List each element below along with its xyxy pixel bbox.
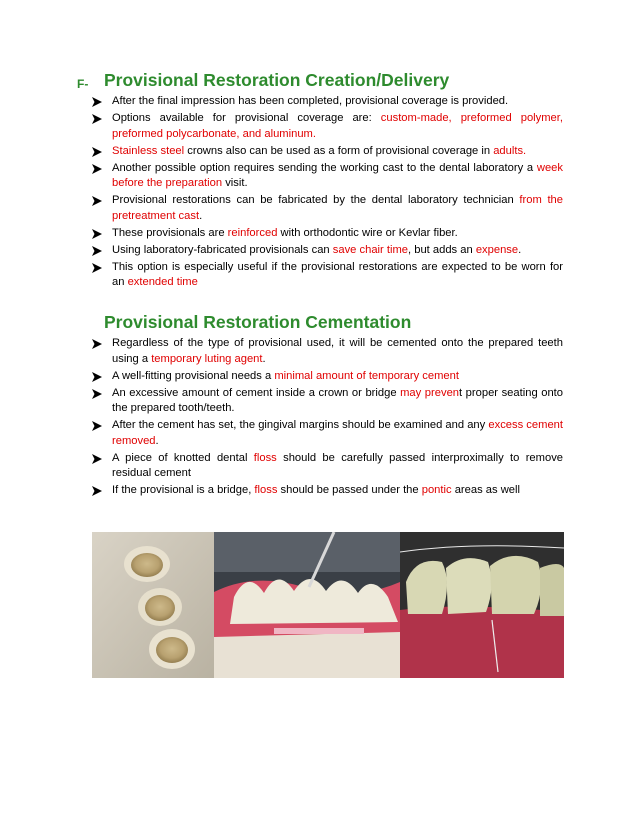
- body-text: visit.: [222, 177, 248, 190]
- arrow-bullet-icon: [92, 486, 102, 496]
- body-text: .: [518, 243, 522, 256]
- bullet-item: [92, 193, 563, 224]
- body-text: An excessive amount of cement inside a crown or bridge: [112, 386, 401, 399]
- bullet-item: [92, 483, 563, 499]
- highlight-text: save chair time: [332, 243, 408, 256]
- body-text: This option is especially useful if the provisional restorations are expected to be worn for an: [112, 260, 563, 289]
- body-text: .: [262, 352, 266, 365]
- heading-creation-delivery: Provisional Restoration Creation/Delivery: [104, 70, 450, 90]
- highlight-text: extended time: [127, 276, 198, 289]
- highlight-text: custom-made, preformed polymer, preformed polycarbonate, and aluminum.: [112, 111, 563, 140]
- bullet-item: [92, 369, 563, 385]
- bullet-item: [92, 226, 563, 242]
- body-text: Using laboratory-fabricated provisionals can: [112, 243, 333, 256]
- arrow-bullet-icon: [92, 164, 102, 174]
- body-text: If the provisional is a bridge,: [112, 484, 255, 497]
- highlight-text: pontic: [421, 484, 452, 497]
- bullet-list-cementation: [92, 336, 563, 500]
- bullet-item: [92, 144, 563, 160]
- body-text: Options available for provisional coverage are:: [112, 111, 381, 124]
- arrow-bullet-icon: [92, 147, 102, 157]
- highlight-text: may preven: [400, 386, 460, 399]
- arrow-bullet-icon: [92, 246, 102, 256]
- highlight-text: Stainless steel: [112, 144, 185, 157]
- bullet-item: [92, 161, 563, 192]
- arrow-bullet-icon: [92, 114, 102, 124]
- body-text: After the cement has set, the gingival margins should be examined and any: [112, 419, 489, 432]
- arrow-bullet-icon: [92, 229, 102, 239]
- body-text: should be carefully passed interproximally to remove residual cement: [112, 451, 564, 480]
- body-text: .: [155, 434, 159, 447]
- highlight-text: reinforced: [227, 226, 278, 239]
- section-label: F-: [77, 77, 89, 91]
- body-text: crowns also can be used as a form of provisional coverage in: [184, 144, 494, 157]
- arrow-bullet-icon: [92, 97, 102, 107]
- highlight-text: adults.: [493, 144, 527, 157]
- bullet-item: [92, 94, 563, 110]
- body-text: A well-fitting provisional needs a: [112, 369, 275, 382]
- bullet-item: [92, 336, 563, 367]
- body-text: .: [199, 209, 203, 222]
- arrow-bullet-icon: [92, 454, 102, 464]
- arrow-bullet-icon: [92, 372, 102, 382]
- highlight-text: from the pretreatment cast: [112, 194, 563, 222]
- bullet-item: [92, 451, 563, 482]
- body-text: should be passed under the: [277, 484, 422, 497]
- body-text: Regardless of the type of provisional used, it will be cemented onto the prepared teeth using a: [112, 337, 563, 365]
- body-text: After the final impression has been completed, provisional coverage is provided.: [112, 95, 509, 107]
- highlight-text: floss: [254, 484, 278, 497]
- bullet-item: [92, 418, 563, 449]
- arrow-bullet-icon: [92, 421, 102, 431]
- photo-floss-under-pontic: [400, 532, 564, 678]
- body-text: t proper seating onto the prepared tooth/teeth.: [112, 386, 563, 415]
- photo-provisional-crowns: [92, 532, 214, 678]
- bullet-item: [92, 243, 563, 259]
- highlight-text: excess cement removed: [112, 419, 563, 447]
- body-text: with orthodontic wire or Kevlar fiber.: [277, 226, 458, 239]
- body-text: These provisionals are: [112, 226, 228, 239]
- highlight-text: week before the preparation: [112, 161, 563, 190]
- highlight-text: minimal amount of temporary cement: [274, 369, 459, 382]
- bullet-item: [92, 386, 563, 417]
- photo-cement-removal: [214, 532, 400, 678]
- body-text: Another possible option requires sending the working cast to the dental laboratory a: [112, 161, 537, 174]
- bullet-item: [92, 111, 563, 142]
- body-text: A piece of knotted dental: [112, 451, 254, 464]
- highlight-text: temporary luting agent: [151, 352, 263, 365]
- bullet-list-creation: [92, 94, 563, 292]
- heading-cementation: Provisional Restoration Cementation: [104, 312, 412, 332]
- arrow-bullet-icon: [92, 339, 102, 349]
- arrow-bullet-icon: [92, 389, 102, 399]
- highlight-text: expense: [475, 243, 519, 256]
- body-text: , but adds an: [408, 243, 476, 256]
- bullet-item: [92, 260, 563, 291]
- body-text: Provisional restorations can be fabricated by the dental laboratory technician: [112, 194, 520, 207]
- arrow-bullet-icon: [92, 196, 102, 206]
- arrow-bullet-icon: [92, 263, 102, 273]
- body-text: areas as well: [451, 484, 520, 497]
- highlight-text: floss: [253, 451, 277, 464]
